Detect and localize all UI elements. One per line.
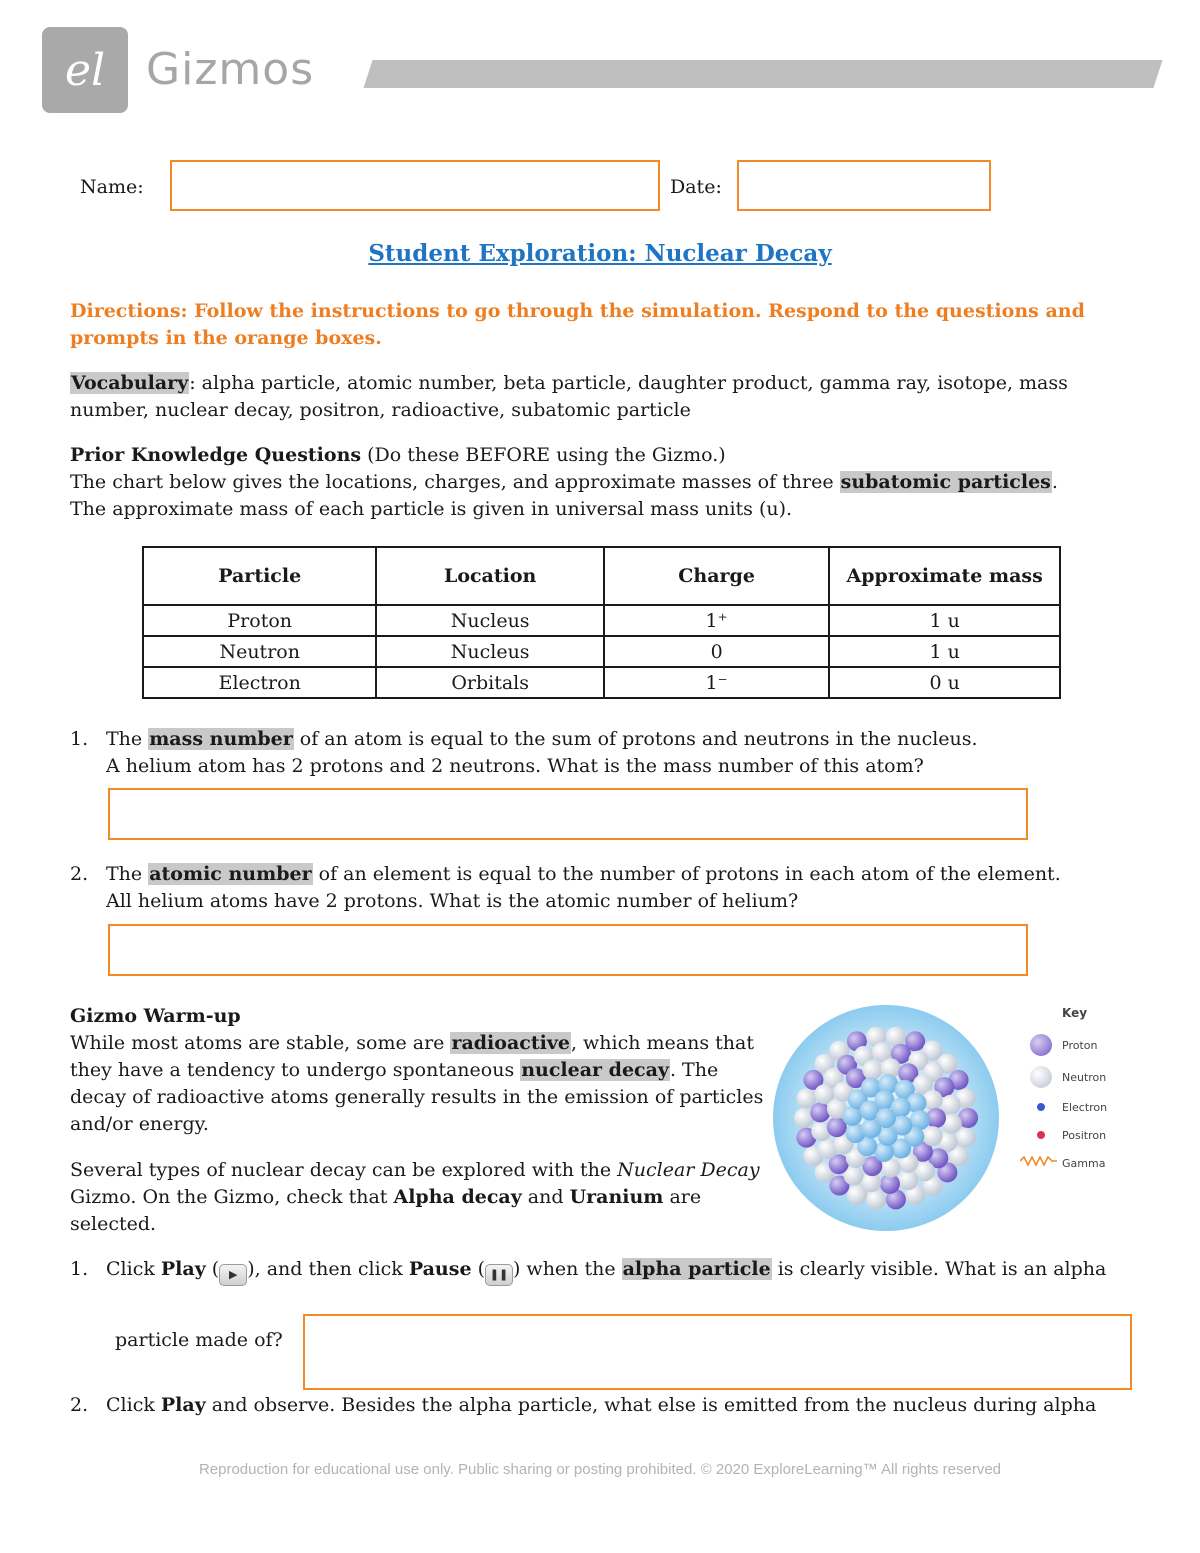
- warmup-p1-a: While most atoms are stable, some are: [70, 1032, 451, 1054]
- col-header-particle: Particle: [143, 547, 376, 605]
- subatomic-particles-term: subatomic particles: [840, 471, 1051, 493]
- table-row: [143, 605, 1060, 636]
- prior-line1-end: .: [1051, 471, 1058, 493]
- table-cell: 1⁻: [604, 667, 829, 698]
- name-label: Name:: [80, 176, 144, 198]
- w1-play-word: Play: [160, 1258, 206, 1280]
- warmup-question-1-number: 1.: [70, 1258, 89, 1280]
- question-1-number: 1.: [70, 728, 89, 750]
- warmup-p1-c: . The decay of radioactive atoms generally results in the emission of particles and/or energy.: [70, 1059, 764, 1135]
- table-cell: Nucleus: [376, 636, 603, 667]
- table-header-row: [143, 547, 1060, 605]
- warmup-question-2: [70, 1392, 1150, 1419]
- question-1: [70, 726, 1150, 780]
- mass-number-term: mass number: [149, 728, 293, 750]
- w1-text-e: ) when the: [512, 1258, 622, 1280]
- name-input-box[interactable]: [170, 160, 660, 211]
- particle-table: [142, 546, 1061, 699]
- prior-line2: The approximate mass of each particle is given in universal mass units (u).: [70, 498, 793, 520]
- col-header-location: Location: [376, 547, 603, 605]
- nucleon-sphere: [886, 1027, 906, 1047]
- table-cell: Orbitals: [376, 667, 603, 698]
- page-title: Student Exploration: Nuclear Decay: [368, 240, 832, 267]
- warmup-heading: Gizmo Warm-up: [70, 1005, 241, 1027]
- prior-heading: Prior Knowledge Questions: [70, 444, 362, 466]
- table-cell: Electron: [143, 667, 376, 698]
- neutron-key-icon: [1030, 1066, 1052, 1088]
- vocabulary-text: : alpha particle, atomic number, beta particle, daughter product, gamma ray, isotope, mass number, nuclear decay, positron, radioactive, subatomic particle: [70, 372, 1068, 421]
- key-neutron: Neutron: [1062, 1071, 1107, 1084]
- uranium-option: Uranium: [569, 1186, 664, 1208]
- prior-line1-text: The chart below gives the locations, charges, and approximate masses of three: [70, 471, 840, 493]
- w2-text-a: Click: [106, 1394, 161, 1416]
- warmup-p1-b: , which means that they have a tendency to undergo spontaneous: [70, 1032, 754, 1081]
- table-row: [143, 667, 1060, 698]
- vocabulary-label: Vocabulary: [71, 372, 189, 394]
- w2-play-word: Play: [160, 1394, 206, 1416]
- table-cell: 0: [604, 636, 829, 667]
- col-header-mass: Approximate mass: [829, 547, 1060, 605]
- logo-glyph: el: [64, 44, 106, 96]
- nucleon-sphere: [810, 1102, 830, 1122]
- question-2-answer-box[interactable]: [108, 924, 1028, 976]
- radioactive-term: radioactive: [451, 1032, 570, 1054]
- key-positron: Positron: [1062, 1129, 1107, 1142]
- directions: Directions: Follow the instructions to go through the simulation. Respond to the questions and prompts in the orange boxes.: [70, 300, 1085, 349]
- w2-text-b: and observe. Besides the alpha particle, what else is emitted from the nucleus during alpha: [205, 1394, 1097, 1416]
- w1-prompt: particle made of?: [115, 1329, 283, 1351]
- warmup-p2-b: Gizmo. On the Gizmo, check that: [70, 1186, 394, 1208]
- table-cell: 0 u: [829, 667, 1060, 698]
- nucleus-illustration: [772, 1004, 1000, 1232]
- key-proton: Proton: [1062, 1039, 1098, 1052]
- prior-heading-note: (Do these BEFORE using the Gizmo.): [361, 444, 726, 466]
- vocabulary: [70, 370, 1140, 424]
- w1-text-d: (: [471, 1258, 485, 1280]
- warmup-section: [70, 1003, 775, 1238]
- table-cell: Neutron: [143, 636, 376, 667]
- proton-key-icon: [1030, 1034, 1052, 1056]
- nucleus-svg: [772, 1004, 1000, 1232]
- nucleon-sphere: [923, 1126, 943, 1146]
- nucleon-sphere: [898, 1170, 918, 1190]
- copyright-footer: Reproduction for educational use only. Public sharing or posting prohibited. © 2020 ExploreLearning™ All rights reserved: [198, 1461, 1002, 1478]
- legend-key: [1018, 1004, 1158, 1184]
- date-input-box[interactable]: [737, 160, 991, 211]
- question-1-text-b: of an atom is equal to the sum of protons and neutrons in the nucleus.: [293, 728, 978, 750]
- warmup-p2-a: Several types of nuclear decay can be explored with the: [70, 1159, 618, 1181]
- w1-text-f: is clearly visible. What is an alpha: [771, 1258, 1107, 1280]
- question-2-number: 2.: [70, 863, 89, 885]
- question-1-text-a: The: [106, 728, 149, 750]
- w1-text-a: Click: [106, 1258, 161, 1280]
- table-cell: 1⁺: [604, 605, 829, 636]
- warmup-question-1-answer-box[interactable]: [303, 1314, 1132, 1390]
- electron-key-icon: [1037, 1103, 1045, 1111]
- question-2-text-b: of an element is equal to the number of protons in each atom of the element. All helium atoms have 2 protons. What is the atomic number of helium?: [106, 863, 1061, 912]
- nucleon-sphere: [862, 1060, 882, 1080]
- warmup-question-1: [70, 1256, 1150, 1286]
- w1-text-c: ), and then click: [247, 1258, 409, 1280]
- question-1-text-c: A helium atom has 2 protons and 2 neutrons. What is the mass number of this atom?: [106, 755, 924, 777]
- gizmos-brand: Gizmos: [146, 44, 315, 95]
- warmup-p2-d: are selected.: [70, 1186, 702, 1235]
- prior-knowledge: [70, 442, 1140, 523]
- warmup-p2-c: and: [521, 1186, 570, 1208]
- key-gamma: Gamma: [1062, 1157, 1106, 1170]
- gamma-key-icon: [1020, 1156, 1058, 1166]
- table-cell: 1 u: [829, 636, 1060, 667]
- header-bar: [363, 60, 1162, 88]
- table-cell: Nucleus: [376, 605, 603, 636]
- alpha-particle-term: alpha particle: [622, 1258, 771, 1280]
- question-2-text-a: The: [106, 863, 149, 885]
- play-button-icon: ▶: [219, 1264, 247, 1286]
- nuclear-decay-term: nuclear decay: [521, 1059, 669, 1081]
- key-title: Key: [1062, 1006, 1088, 1020]
- table-cell: Proton: [143, 605, 376, 636]
- question-1-answer-box[interactable]: [108, 788, 1028, 840]
- explorelearning-logo: [42, 27, 128, 113]
- atomic-number-term: atomic number: [149, 863, 312, 885]
- alpha-decay-option: Alpha decay: [393, 1186, 522, 1208]
- table-cell: 1 u: [829, 605, 1060, 636]
- positron-key-icon: [1037, 1131, 1045, 1139]
- pause-button-icon: ❚❚: [485, 1264, 513, 1286]
- nuclear-decay-gizmo-name: Nuclear Decay: [617, 1159, 760, 1181]
- warmup-question-2-number: 2.: [70, 1394, 89, 1416]
- key-electron: Electron: [1062, 1101, 1108, 1114]
- date-label: Date:: [670, 176, 722, 198]
- question-2: [70, 861, 1150, 915]
- col-header-charge: Charge: [604, 547, 829, 605]
- nucleon-sphere: [866, 1189, 886, 1209]
- w1-text-b: (: [205, 1258, 220, 1280]
- table-row: [143, 636, 1060, 667]
- w1-pause-word: Pause: [408, 1258, 472, 1280]
- nucleon-sphere: [876, 1108, 896, 1128]
